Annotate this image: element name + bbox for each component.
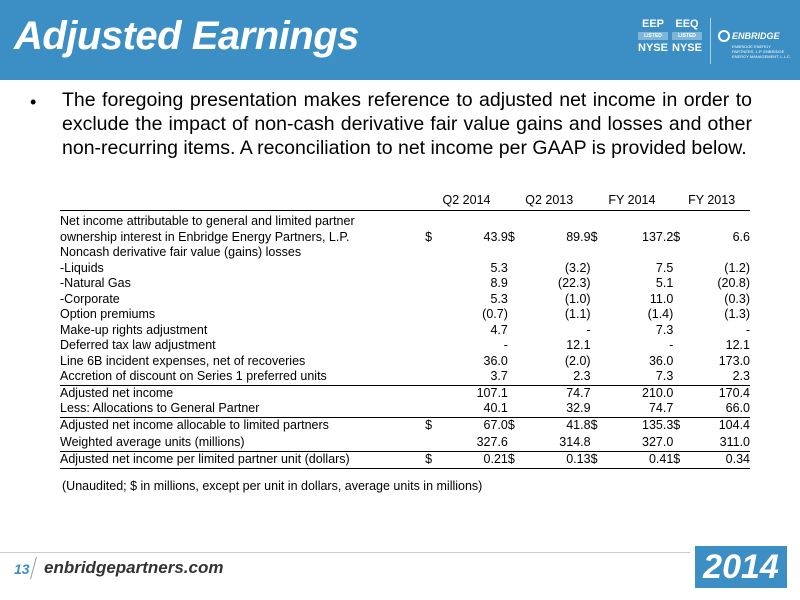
dollar-sign-cell: $ (591, 451, 607, 468)
dollar-sign-cell (673, 401, 689, 417)
table-row (60, 292, 750, 308)
eep-logo-top: EEP (641, 18, 664, 30)
row-label: Accretion of discount on Series 1 preferred units (60, 369, 425, 385)
value-cell: 0.13 (524, 451, 591, 468)
dollar-sign-cell (591, 261, 607, 277)
dollar-sign-cell (591, 307, 607, 323)
website-link[interactable]: enbridgepartners.com (44, 558, 224, 577)
value-cell: 11.0 (649, 291, 674, 306)
dollar-sign-cell (673, 276, 689, 292)
brand-subtitle: ENBRIDGE ENERGY PARTNERS, L.P. ENBRIDGE ENERGY MANAGEMENT, L.L.C. (732, 44, 792, 59)
table-row (60, 354, 750, 370)
value-cell: 5.3 (490, 260, 508, 275)
value-cell: 40.1 (441, 401, 508, 417)
value-cell: 66.0 (689, 401, 750, 417)
table-note: (Unaudited; $ in millions, except per unit in dollars, average units in millions) (62, 479, 483, 493)
table-row (60, 245, 750, 261)
dollar-sign-cell: $ (673, 229, 681, 244)
value-cell: (1.2) (724, 260, 750, 275)
dollar-sign-cell (425, 245, 441, 261)
row-label: -Liquids (60, 260, 104, 275)
value-cell: - (586, 322, 591, 337)
table-row (60, 417, 750, 434)
table-row (60, 338, 750, 354)
value-cell: (1.1) (564, 307, 591, 321)
dollar-sign-cell (673, 245, 689, 261)
dollar-sign-cell (591, 401, 607, 417)
dollar-sign-cell: $ (425, 417, 441, 434)
value-cell: 89.9 (566, 229, 591, 244)
value-cell: 7.3 (655, 322, 674, 337)
page-number: 13 (14, 561, 30, 577)
row-label: -Corporate (60, 291, 120, 306)
row-label: Net income attributable to general and limited partner (60, 214, 355, 228)
table-row (60, 401, 750, 417)
value-cell (689, 245, 750, 261)
dollar-sign-cell (508, 354, 524, 370)
dollar-sign-cell: $ (590, 229, 598, 244)
value-cell: 7.5 (655, 260, 674, 275)
value-cell: (2.0) (564, 353, 591, 368)
value-cell: (3.2) (564, 260, 591, 275)
dollar-sign-cell (425, 261, 441, 277)
row-label: -Natural Gas (60, 276, 131, 290)
value-cell (524, 245, 591, 261)
value-cell: 311.0 (719, 434, 750, 449)
value-cell: (1.3) (724, 307, 750, 321)
dollar-sign-cell (425, 276, 441, 292)
dollar-sign-cell (673, 338, 689, 354)
dollar-sign-cell (508, 292, 524, 308)
dollar-sign-cell (508, 338, 524, 354)
eeq-logo-top: EEQ (675, 18, 699, 30)
table-row (60, 261, 750, 277)
value-cell: 67.0 (441, 417, 508, 434)
value-cell: 4.7 (490, 322, 508, 337)
eep-logo-mid: LISTED (638, 32, 668, 40)
dollar-sign-cell: $ (508, 417, 524, 434)
year-badge (695, 546, 787, 588)
table-row (60, 214, 750, 230)
dollar-sign-cell (673, 369, 689, 385)
value-cell: 3.7 (441, 369, 508, 385)
table-row (60, 451, 750, 468)
dollar-sign-cell (591, 354, 607, 370)
dollar-sign-cell (591, 292, 607, 308)
table-header-row (60, 192, 750, 210)
value-cell: 5.1 (655, 276, 674, 290)
column-header: Q2 2014 (425, 192, 508, 210)
value-cell: 0.21 (441, 451, 508, 468)
value-cell: 5.3 (490, 291, 508, 306)
header-label-cell (60, 192, 425, 210)
dollar-sign-cell (508, 434, 524, 451)
table-row (60, 434, 750, 451)
value-cell: 210.0 (607, 385, 674, 401)
dollar-sign-cell (591, 434, 607, 451)
dollar-sign-cell (508, 245, 524, 261)
row-label: Option premiums (60, 307, 156, 321)
enbridge-logo-icon (718, 30, 730, 42)
dollar-sign-cell (673, 434, 689, 451)
eeq-nyse-logo (672, 18, 702, 62)
value-cell: 36.0 (483, 353, 508, 368)
dollar-sign-cell (508, 307, 524, 323)
value-cell: 327.0 (642, 434, 674, 449)
value-cell: 104.4 (689, 417, 750, 434)
value-cell: (1.0) (564, 291, 591, 306)
dollar-sign-cell (425, 214, 441, 230)
value-cell: 2.3 (524, 369, 591, 385)
table-row (60, 230, 750, 246)
dollar-sign-cell (673, 307, 689, 323)
value-cell: 137.2 (642, 229, 674, 244)
value-cell: - (745, 322, 750, 337)
value-cell: (22.3) (557, 276, 591, 290)
dollar-sign-cell (673, 214, 689, 230)
column-header: FY 2014 (591, 192, 674, 210)
table-row (60, 307, 750, 323)
dollar-sign-cell: $ (425, 451, 441, 468)
row-label: ownership interest in Enbridge Energy Partners, L.P. (60, 229, 350, 244)
dollar-sign-cell (673, 323, 689, 339)
value-cell: 32.9 (524, 401, 591, 417)
value-cell: 12.1 (566, 338, 591, 352)
row-label: Noncash derivative fair value (gains) losses (60, 245, 302, 259)
dollar-sign-cell (425, 369, 441, 385)
dollar-sign-cell (591, 276, 607, 292)
value-cell: 43.9 (483, 229, 508, 244)
dollar-sign-cell (425, 307, 441, 323)
bullet-icon: • (30, 92, 37, 112)
value-cell: 41.8 (524, 417, 591, 434)
dollar-sign-cell: $ (673, 417, 689, 434)
dollar-sign-cell (425, 401, 441, 417)
earnings-table (60, 192, 750, 469)
eeq-logo-bottom: NYSE (672, 42, 702, 54)
value-cell: - (669, 338, 674, 352)
value-cell: 2.3 (689, 369, 750, 385)
year-text: 2014 (703, 548, 779, 586)
dollar-sign-cell: $ (425, 229, 433, 244)
dollar-sign-cell: $ (591, 417, 607, 434)
dollar-sign-cell (591, 338, 607, 354)
dollar-sign-cell (591, 214, 607, 230)
value-cell (441, 214, 508, 230)
value-cell (607, 214, 674, 230)
table-row (60, 276, 750, 292)
dollar-sign-cell (425, 338, 441, 354)
row-label: Line 6B incident expenses, net of recoveries (60, 353, 306, 368)
value-cell: 74.7 (607, 401, 674, 417)
row-label: Adjusted net income (60, 385, 425, 401)
row-label: Deferred tax law adjustment (60, 338, 216, 352)
table-row (60, 369, 750, 385)
value-cell: 36.0 (648, 353, 674, 368)
dollar-sign-cell (425, 434, 441, 451)
dollar-sign-cell (508, 401, 524, 417)
dollar-sign-cell (425, 323, 441, 339)
value-cell: 314.8 (559, 434, 591, 449)
column-header: Q2 2013 (508, 192, 591, 210)
value-cell: (0.7) (482, 307, 508, 321)
row-label: Adjusted net income per limited partner unit (dollars) (60, 451, 425, 468)
column-header: FY 2013 (673, 192, 750, 210)
dollar-sign-cell (591, 385, 607, 401)
value-cell: (0.3) (724, 291, 750, 306)
value-cell: 74.7 (524, 385, 591, 401)
dollar-sign-cell (673, 292, 689, 308)
dollar-sign-cell (673, 385, 689, 401)
footer-divider (0, 552, 690, 553)
dollar-sign-cell (508, 385, 524, 401)
value-cell: 170.4 (689, 385, 750, 401)
row-label: Adjusted net income allocable to limited partners (60, 417, 425, 434)
value-cell: 7.3 (607, 369, 674, 385)
dollar-sign-cell (508, 261, 524, 277)
value-cell: 8.9 (490, 276, 508, 290)
dollar-sign-cell (508, 323, 524, 339)
value-cell (524, 214, 591, 230)
dollar-sign-cell (591, 369, 607, 385)
logo-divider (710, 18, 711, 64)
table-row (60, 385, 750, 401)
dollar-sign-cell (425, 292, 441, 308)
value-cell: 6.6 (732, 229, 750, 244)
dollar-sign-cell: $ (507, 229, 515, 244)
dollar-sign-cell (591, 245, 607, 261)
bullet-text: The foregoing presentation makes reference to adjusted net income in order to exclude the impact of non-cash derivative fair value gains and losses and other non-recurring items. A reconciliation to net income per GAAP is provided below. (62, 89, 752, 159)
eep-nyse-logo (638, 18, 668, 62)
table-row (60, 323, 750, 339)
value-cell: 0.34 (689, 451, 750, 468)
header-banner (0, 0, 800, 80)
value-cell: 12.1 (725, 338, 750, 352)
dollar-sign-cell (673, 261, 689, 277)
value-cell (441, 245, 508, 261)
dollar-sign-cell (591, 323, 607, 339)
dollar-sign-cell (425, 385, 441, 401)
value-cell: 107.1 (441, 385, 508, 401)
value-cell: (20.8) (717, 276, 750, 290)
value-cell: 173.0 (718, 353, 750, 368)
eeq-logo-mid: LISTED (672, 32, 702, 40)
dollar-sign-cell (673, 354, 689, 370)
row-label: Weighted average units (millions) (60, 434, 245, 449)
dollar-sign-cell (508, 214, 524, 230)
dollar-sign-cell: $ (508, 451, 524, 468)
footer-slash (30, 557, 37, 579)
dollar-sign-cell (508, 369, 524, 385)
value-cell: 0.41 (607, 451, 674, 468)
row-label: Make-up rights adjustment (60, 322, 208, 337)
dollar-sign-cell (508, 276, 524, 292)
dollar-sign-cell: $ (673, 451, 689, 468)
value-cell: 135.3 (607, 417, 674, 434)
value-cell: (1.4) (647, 307, 674, 321)
dollar-sign-cell (425, 354, 441, 370)
value-cell (689, 214, 750, 230)
eep-logo-bottom: NYSE (638, 42, 668, 54)
row-label: Less: Allocations to General Partner (60, 401, 425, 417)
value-cell (607, 245, 674, 261)
brand-name: ENBRIDGE (732, 31, 780, 41)
page-title: Adjusted Earnings (14, 14, 359, 58)
value-cell: - (503, 338, 508, 352)
value-cell: 327.6 (476, 434, 508, 449)
